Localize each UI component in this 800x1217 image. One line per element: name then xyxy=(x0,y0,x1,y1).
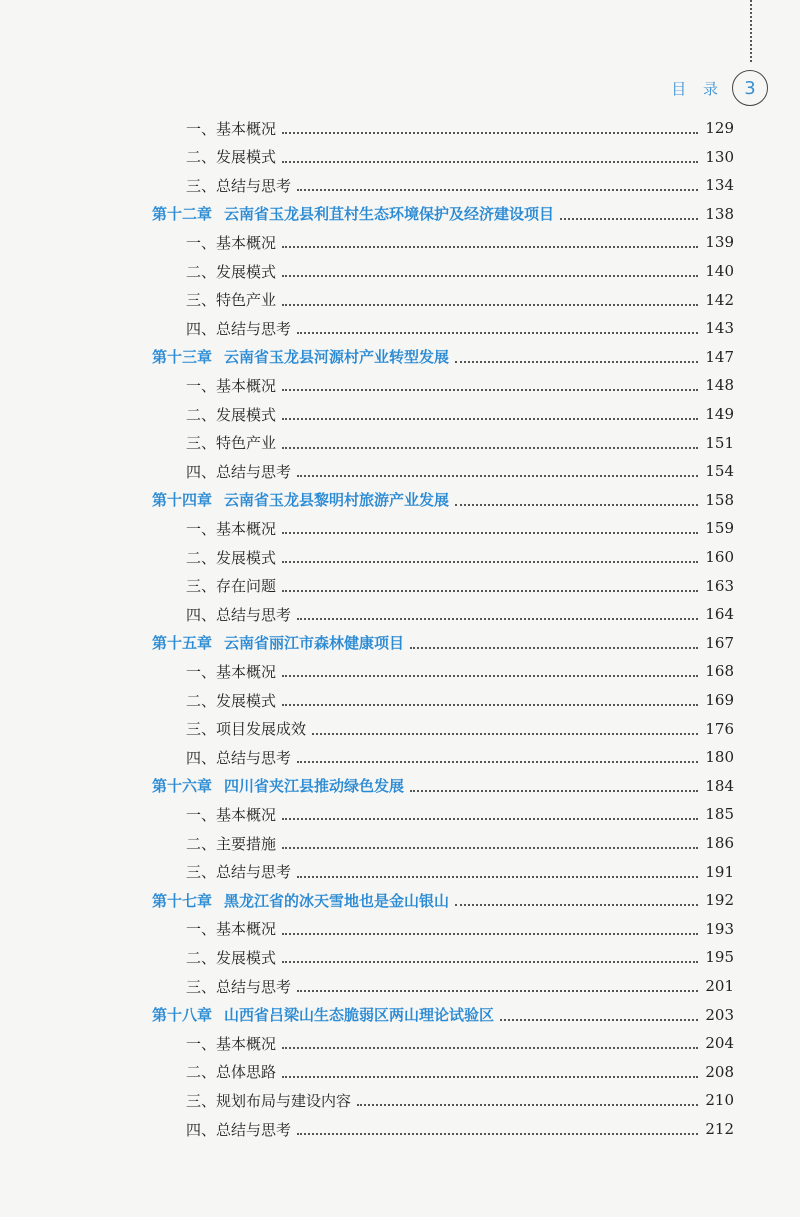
toc-entry-title: 四、总结与思考 xyxy=(186,319,292,338)
toc-entry-title: 二、发展模式 xyxy=(186,262,277,281)
toc-section-row[interactable] xyxy=(0,574,800,598)
page-number-badge: 3 xyxy=(732,70,768,106)
toc-section-row[interactable] xyxy=(0,230,800,254)
toc-section-row[interactable] xyxy=(0,745,800,769)
toc-entry-title xyxy=(152,775,404,796)
chapter-number: 第十八章 xyxy=(152,1006,213,1025)
chapter-title: 云南省丽江市森林健康项目 xyxy=(224,634,405,653)
toc-entry-title: 四、总结与思考 xyxy=(186,748,292,767)
dot-leader xyxy=(455,359,698,363)
toc-entry-title: 三、总结与思考 xyxy=(186,863,292,882)
toc-entry-title: 二、主要措施 xyxy=(186,834,277,853)
toc-chapter-row[interactable] xyxy=(0,488,800,512)
toc-entry-title: 一、基本概况 xyxy=(186,662,277,681)
toc-section-row[interactable] xyxy=(0,659,800,683)
dot-leader xyxy=(500,1017,698,1021)
toc-section-row[interactable] xyxy=(0,974,800,998)
toc-page-number: 129 xyxy=(705,119,734,137)
chapter-number: 第十四章 xyxy=(152,491,213,510)
toc-page-number: 147 xyxy=(705,347,734,366)
toc-page-number: 212 xyxy=(705,1120,734,1138)
toc-section-row[interactable] xyxy=(0,402,800,426)
toc-page-number: 140 xyxy=(705,262,734,280)
toc-page-number: 167 xyxy=(705,633,734,652)
toc-page-number: 210 xyxy=(705,1091,734,1110)
toc-entry-title: 四、总结与思考 xyxy=(186,1120,292,1139)
dot-leader xyxy=(297,759,698,763)
toc-page-number: 154 xyxy=(705,462,734,481)
toc-entry-title: 二、发展模式 xyxy=(186,948,277,967)
toc-page-number: 191 xyxy=(705,862,734,881)
toc-page-number: 184 xyxy=(705,776,734,795)
toc-section-row[interactable] xyxy=(0,145,800,169)
dot-leader xyxy=(455,902,698,906)
dot-leader xyxy=(282,1045,698,1049)
chapter-number: 第十七章 xyxy=(152,891,213,910)
toc-chapter-row[interactable] xyxy=(0,631,800,655)
dot-leader xyxy=(297,187,698,191)
toc-page-number: 159 xyxy=(705,519,734,538)
toc-section-row[interactable] xyxy=(0,1031,800,1055)
toc-chapter-row[interactable] xyxy=(0,1003,800,1027)
toc-page-number: 208 xyxy=(705,1062,734,1081)
toc-section-row[interactable] xyxy=(0,860,800,884)
toc-page-number: 195 xyxy=(705,948,734,967)
toc-entry-title: 三、规划布局与建设内容 xyxy=(186,1091,352,1110)
toc-page-number: 203 xyxy=(705,1005,734,1024)
toc-page-number: 139 xyxy=(705,233,734,252)
toc-entry-title: 三、项目发展成效 xyxy=(186,720,307,739)
toc-section-row[interactable] xyxy=(0,802,800,826)
toc-chapter-row[interactable] xyxy=(0,774,800,798)
toc-entry-title xyxy=(152,489,449,510)
toc-page-number: 180 xyxy=(705,748,734,767)
toc-section-row[interactable] xyxy=(0,831,800,855)
toc-page-number: 143 xyxy=(705,319,734,338)
dot-leader xyxy=(297,874,698,878)
toc-page-number: 169 xyxy=(705,691,734,709)
toc-entry-title: 四、总结与思考 xyxy=(186,605,292,624)
decorative-dotted-line xyxy=(750,0,752,62)
toc-entry-title: 二、总体思路 xyxy=(186,1063,277,1082)
toc-page-number: 164 xyxy=(705,605,734,624)
toc-page-number: 149 xyxy=(705,405,734,423)
toc-entry-title xyxy=(152,632,404,653)
toc-page-number: 204 xyxy=(705,1034,734,1053)
chapter-title: 黑龙江省的冰天雪地也是金山银山 xyxy=(224,891,450,910)
dot-leader xyxy=(282,130,698,134)
toc-section-row[interactable] xyxy=(0,945,800,969)
dot-leader xyxy=(282,387,698,391)
toc-entry-title: 二、发展模式 xyxy=(186,691,277,710)
toc-page-number: 130 xyxy=(705,147,734,166)
toc-section-row[interactable] xyxy=(0,545,800,569)
toc-page-number: 158 xyxy=(705,490,734,509)
chapter-number: 第十五章 xyxy=(152,634,213,653)
page-header xyxy=(671,68,768,108)
toc-entry-title xyxy=(152,890,449,911)
toc-entry-title xyxy=(152,203,554,224)
toc-section-row[interactable] xyxy=(0,116,800,140)
dot-leader xyxy=(560,216,698,220)
dot-leader xyxy=(282,816,698,820)
dot-leader xyxy=(297,1131,698,1135)
chapter-title: 云南省玉龙县河源村产业转型发展 xyxy=(224,348,450,367)
toc-section-row[interactable] xyxy=(0,688,800,712)
dot-leader xyxy=(410,645,698,649)
toc-page-number: 148 xyxy=(705,376,734,395)
toc-page-number: 151 xyxy=(705,433,734,452)
dot-leader xyxy=(282,530,698,534)
toc-section-row[interactable] xyxy=(0,1088,800,1112)
toc-entry-title: 三、特色产业 xyxy=(186,291,277,310)
toc-entry-title: 二、发展模式 xyxy=(186,405,277,424)
chapter-title: 云南省玉龙县利苴村生态环境保护及经济建设项目 xyxy=(224,205,555,224)
toc-entry-title: 二、发展模式 xyxy=(186,148,277,167)
toc-page-number: 193 xyxy=(705,919,734,938)
dot-leader xyxy=(282,445,698,449)
toc-entry-title: 三、总结与思考 xyxy=(186,176,292,195)
toc-entry-title: 一、基本概况 xyxy=(186,519,277,538)
chapter-number: 第十二章 xyxy=(152,205,213,224)
toc-section-row[interactable] xyxy=(0,1117,800,1141)
toc-section-row[interactable] xyxy=(0,259,800,283)
chapter-number: 第十六章 xyxy=(152,777,213,796)
toc-chapter-row[interactable] xyxy=(0,888,800,912)
chapter-title: 云南省玉龙县黎明村旅游产业发展 xyxy=(224,491,450,510)
dot-leader xyxy=(297,473,698,477)
toc-page-number: 142 xyxy=(705,290,734,309)
dot-leader xyxy=(282,588,698,592)
dot-leader xyxy=(297,330,698,334)
dot-leader xyxy=(455,502,698,506)
dot-leader xyxy=(297,616,698,620)
toc-section-row[interactable] xyxy=(0,516,800,540)
toc-page-number: 186 xyxy=(705,834,734,852)
toc-entry-title: 三、总结与思考 xyxy=(186,977,292,996)
dot-leader xyxy=(282,416,698,420)
toc-chapter-row[interactable] xyxy=(0,202,800,226)
toc-section-row[interactable] xyxy=(0,173,800,197)
toc-chapter-row[interactable] xyxy=(0,345,800,369)
toc-page-number: 163 xyxy=(705,576,734,595)
toc-entry-title: 一、基本概况 xyxy=(186,1034,277,1053)
dot-leader xyxy=(282,1074,698,1078)
toc-section-row[interactable] xyxy=(0,459,800,483)
toc-entry-title: 一、基本概况 xyxy=(186,376,277,395)
toc-entry-title xyxy=(152,346,449,367)
toc-section-row[interactable] xyxy=(0,602,800,626)
toc-page-number: 160 xyxy=(705,548,734,566)
dot-leader xyxy=(282,673,698,677)
toc-page-number: 176 xyxy=(705,719,734,738)
dot-leader xyxy=(282,845,698,849)
dot-leader xyxy=(282,159,698,163)
dot-leader xyxy=(357,1102,698,1106)
dot-leader xyxy=(282,559,698,563)
toc-page-number: 168 xyxy=(705,662,734,681)
dot-leader xyxy=(282,273,698,277)
toc-page-number: 192 xyxy=(705,891,734,910)
toc-section-row[interactable] xyxy=(0,1060,800,1084)
chapter-title: 山西省吕梁山生态脆弱区两山理论试验区 xyxy=(224,1006,495,1025)
toc-page-number: 185 xyxy=(705,805,734,824)
dot-leader xyxy=(282,302,698,306)
toc-section-row[interactable] xyxy=(0,288,800,312)
dot-leader xyxy=(282,244,698,248)
header-title: 目 录 xyxy=(671,79,724,98)
toc-entry-title: 四、总结与思考 xyxy=(186,462,292,481)
toc-entry-title xyxy=(152,1004,494,1025)
toc-entry-title: 一、基本概况 xyxy=(186,233,277,252)
toc-section-row[interactable] xyxy=(0,917,800,941)
toc-entry-title: 三、存在问题 xyxy=(186,577,277,596)
toc-entry-title: 一、基本概况 xyxy=(186,805,277,824)
toc-entry-title: 三、特色产业 xyxy=(186,434,277,453)
dot-leader xyxy=(410,788,698,792)
toc-page-number: 201 xyxy=(705,977,734,995)
toc-page-number: 138 xyxy=(705,204,734,223)
dot-leader xyxy=(297,988,698,992)
toc-entry-title: 一、基本概况 xyxy=(186,119,277,138)
toc-section-row[interactable] xyxy=(0,431,800,455)
chapter-title: 四川省夹江县推动绿色发展 xyxy=(224,777,405,796)
toc-section-row[interactable] xyxy=(0,316,800,340)
toc-section-row[interactable] xyxy=(0,373,800,397)
toc-entry-title: 一、基本概况 xyxy=(186,920,277,939)
chapter-number: 第十三章 xyxy=(152,348,213,367)
toc-entry-title: 二、发展模式 xyxy=(186,548,277,567)
dot-leader xyxy=(282,702,698,706)
dot-leader xyxy=(282,959,698,963)
toc-page-number: 134 xyxy=(705,176,734,195)
toc-section-row[interactable] xyxy=(0,717,800,741)
dot-leader xyxy=(312,731,698,735)
dot-leader xyxy=(282,931,698,935)
